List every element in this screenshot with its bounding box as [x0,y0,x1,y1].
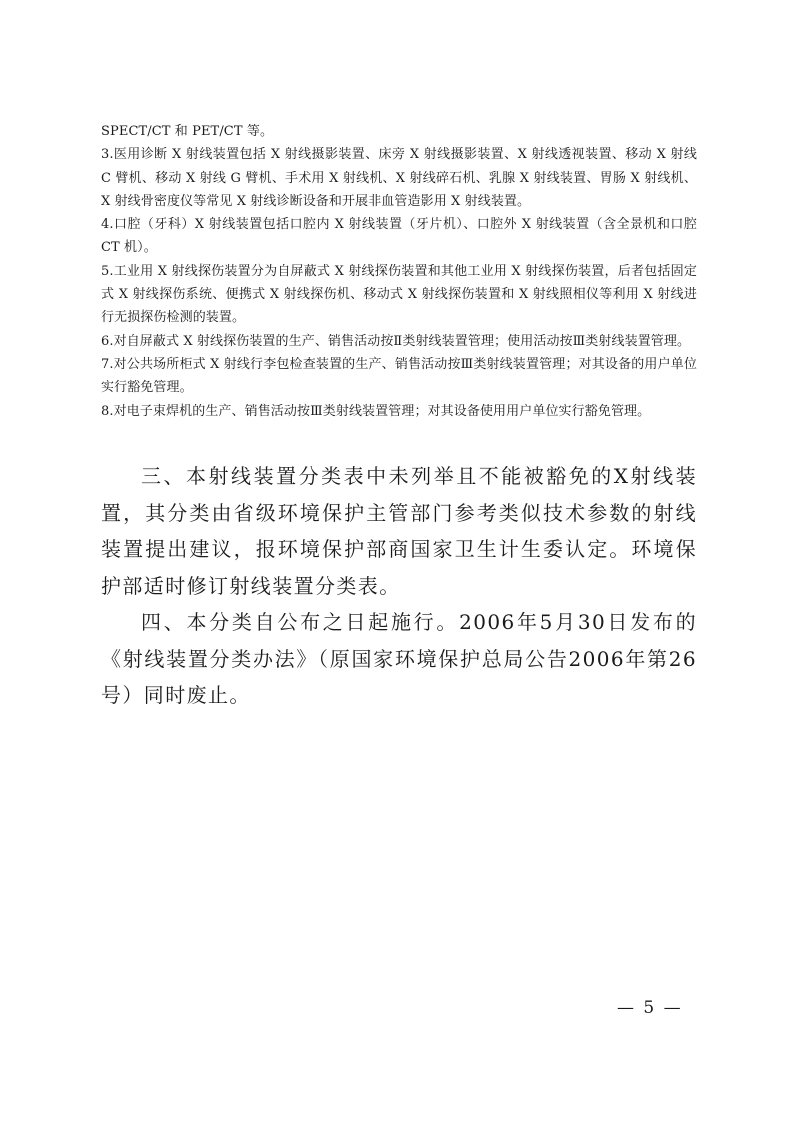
note-item: 6.对自屏蔽式 X 射线探伤装置的生产、销售活动按Ⅱ类射线装置管理；使用活动按Ⅲ类射线装置管理。 [101,333,691,349]
note-item: 7.对公共场所柜式 X 射线行李包检查装置的生产、销售活动按Ⅲ类射线装置管理；对其设备的用户单位实行豁免管理。 [101,356,697,396]
note-item: 5.工业用 X 射线探伤装置分为自屏蔽式 X 射线探伤装置和其他工业用 X 射线探伤装置，后者包括固定式 X 射线探伤系统、便携式 X 射线探伤机、移动式 X 射线探伤装置和 X 射线照相仪等利用 X 射线进行无损探伤检测的装置。 [101,263,697,326]
paragraph-four: 四、本分类自公布之日起施行。2006年5月30日发布的《射线装置分类办法》（原国家环境保护总局公告2006年第26号）同时废止。 [101,610,697,707]
body-section [101,458,697,714]
note-item: 4.口腔（牙科）X 射线装置包括口腔内 X 射线装置（牙片机）、口腔外 X 射线装置（含全景机和口腔 CT 机）。 [101,217,697,256]
note-item: 8.对电子束焊机的生产、销售活动按Ⅲ类射线装置管理；对其设备使用用户单位实行豁免管理。 [101,403,651,419]
note-item: 3.医用诊断 X 射线装置包括 X 射线摄影装置、床旁 X 射线摄影装置、X 射线透视装置、移动 X 射线 C 臂机、移动 X 射线 G 臂机、手术用 X 射线机、X 射线碎石机、乳腺 X 射线装置、胃肠 X 射线机、X 射线骨密度仪等常见 X 射线诊断设备和开展非血管造影用 X 射线装置。 [101,147,697,209]
note-item: SPECT/CT 和 PET/CT 等。 [101,124,274,139]
footnotes-section [101,120,697,423]
paragraph-three: 三、本射线装置分类表中未列举且不能被豁免的X射线装置，其分类由省级环境保护主管部门参考类似技术参数的射线装置提出建议，报环境保护部商国家卫生计生委认定。环境保护部适时修订射线装置分类表。 [101,464,697,598]
page-number: — 5 — [617,998,683,1018]
